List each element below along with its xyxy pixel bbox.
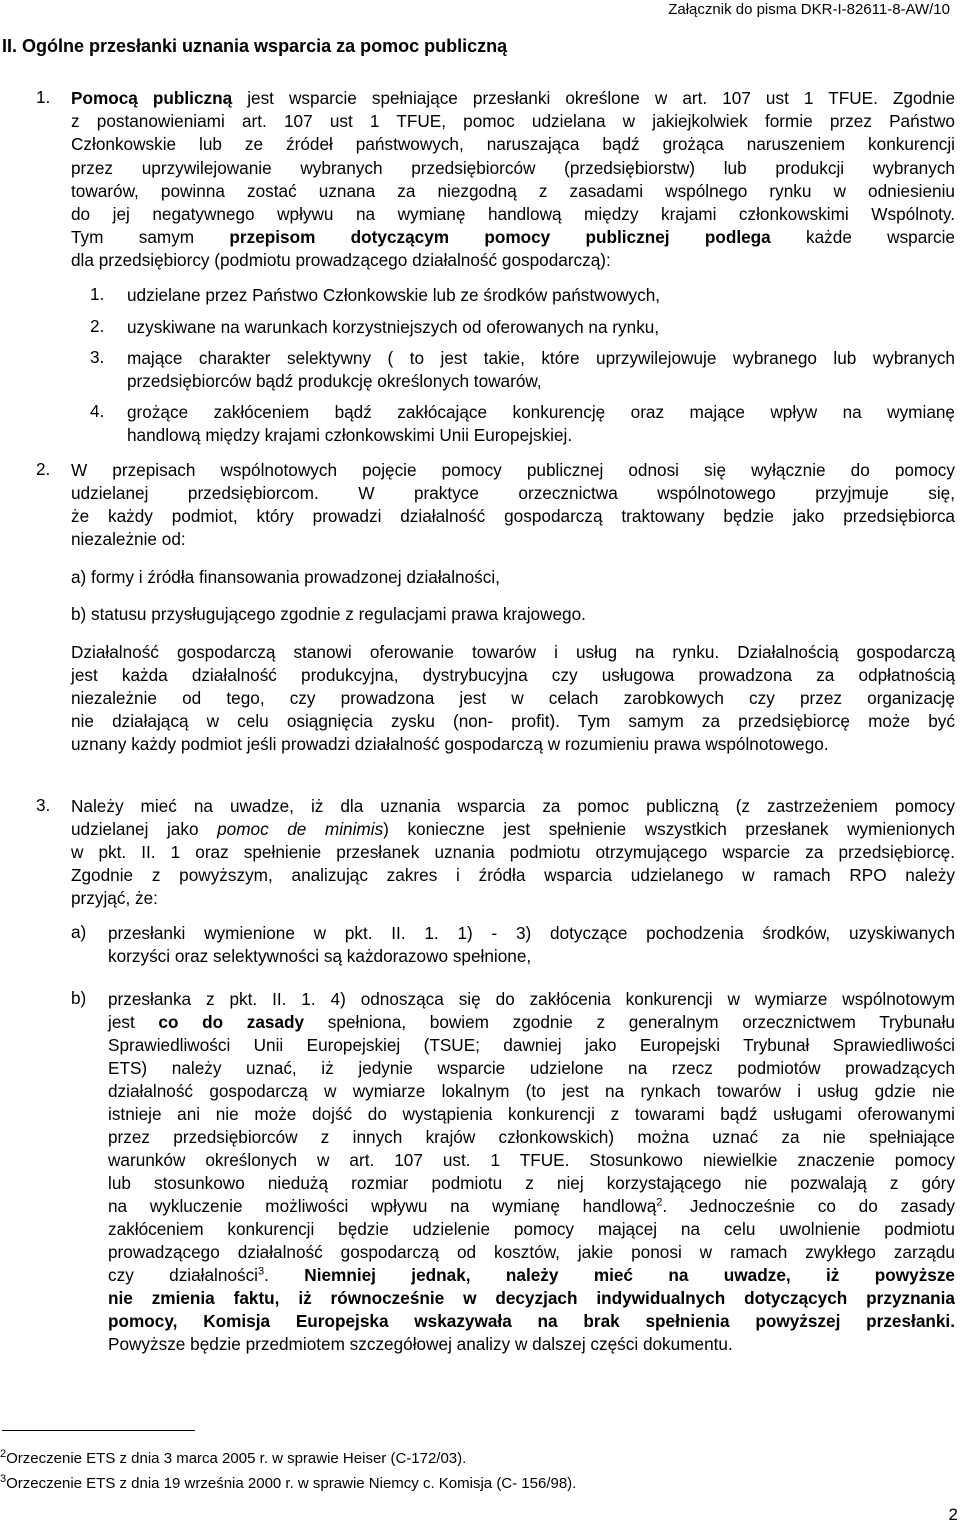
text-line: nie zmienia faktu, iż równocześnie w decyzjach indywidualnych dotyczących przyznania [108, 1288, 955, 1308]
text-line: warunków określonych w art. 107 ust. 1 TFUE. Stosunkowo niewielkie znaczenie pomocy [108, 1150, 955, 1170]
footnote-separator [2, 1430, 195, 1431]
list-item: udzielane przez Państwo Członkowskie lub ze środków państwowych, [127, 285, 661, 305]
text-line: jest co do zasady spełniona, bowiem zgodnie z generalnym orzecznictwem Trybunału [108, 1012, 955, 1032]
text-line: uznany każdy podmiot jeśli prowadzi działalność gospodarczą w rozumieniu prawa wspólnotowego. [71, 734, 829, 754]
bold-phrase: przepisom dotyczącym pomocy publicznej podlega [229, 227, 771, 247]
text-line: niezależnie od tego, czy prowadzona jest w celach zarobkowych czy przez organizację [71, 688, 955, 708]
list-number: 1. [90, 284, 105, 304]
footnote-ref[interactable]: 3 [258, 1265, 265, 1278]
text-line: przesłanka z pkt. II. 1. 4) odnosząca się do zakłócenia konkurencji w wymiarze wspólnotowym [108, 989, 955, 1009]
paragraph-number: 2. [36, 459, 51, 479]
attachment-reference: Załącznik do pisma DKR-I-82611-8-AW/10 [668, 1, 950, 18]
bold-phrase: Niemniej jednak, należy mieć na uwadze, iż powyższe [304, 1265, 955, 1285]
text-line: Pomocą publiczną jest wsparcie spełniające przesłanki określone w art. 107 ust 1 TFUE. Zgodnie [71, 88, 955, 108]
text-line: pomocy, Komisja Europejska wskazywała na brak spełnienia powyższej przesłanki. [108, 1311, 955, 1331]
text-line: czy działalności$^3$. Niemniej jednak, należy mieć na uwadze, iż powyższe [108, 1265, 955, 1285]
text-line: przesłanki wymienione w pkt. II. 1. 1) - 3) dotyczące pochodzenia środków, uzyskiwanych [108, 923, 955, 943]
text-line: dla przedsiębiorcy (podmiotu prowadzącego działalność gospodarczą): [71, 250, 611, 270]
text-line: że każdy podmiot, który prowadzi działalność gospodarczą traktowany będzie jako przedsiębiorca [71, 506, 955, 526]
text-line: udzielanej jako pomoc de minimis) konieczne jest spełnienie wszystkich przesłanek wymienionych [71, 819, 956, 839]
text-line: przez przedsiębiorców z innych krajów członkowskich) można uznać za nie spełniające [108, 1127, 955, 1147]
list-item: grożące zakłóceniem bądź zakłócające konkurencję oraz mające wpływ na wymianę [127, 402, 955, 422]
text-line: udzielanej przedsiębiorcom. W praktyce orzecznictwa wspólnotowego przyjmuje się, [71, 483, 955, 503]
paragraph-number: 3. [36, 795, 51, 815]
sub-item-label: a) [71, 922, 87, 942]
text-line: Członkowskie lub ze źródeł państwowych, naruszająca bądź grożąca naruszeniem konkurencji [71, 134, 955, 154]
text-line: z postanowieniami art. 107 ust 1 TFUE, pomoc udzielana w jakiejkolwiek formie przez Państwo [71, 111, 955, 131]
text-line: istnieje ani nie może dojść do wystąpienia konkurencji z towarami bądź usługami oferowanymi [108, 1104, 955, 1124]
text-line: nie działającą w celu osiągnięcia zysku (non- profit). Tym samym za przedsiębiorcę może być [71, 711, 955, 731]
footnote-number: 2 [0, 1448, 7, 1460]
list-item-continuation: handlową między krajami członkowskimi Unii Europejskiej. [127, 425, 573, 445]
text-line: Powyższe będzie przedmiotem szczegółowej analizy w dalszej części dokumentu. [108, 1334, 733, 1354]
text-line: niezależnie od: [71, 529, 186, 549]
list-item-continuation: przedsiębiorców bądź produkcję określonych towarów, [127, 371, 542, 391]
text-line: Tym samym przepisom dotyczącym pomocy publicznej podlega każde wsparcie [71, 227, 955, 247]
text-line: Zgodnie z powyższym, analizując zakres i źródła wsparcia udzielanego w ramach RPO należy [71, 865, 955, 885]
text-line: prowadzącego działalność gospodarczą od kosztów, jakie ponosi w ramach zwykłego zarządu [108, 1242, 955, 1262]
text-line: korzyści oraz selektywności są każdorazowo spełnione, [108, 946, 532, 966]
text-line: do jej negatywnego wpływu na wymianę handlową między krajami członkowskimi Wspólnoty. [71, 204, 955, 224]
paragraph-number: 1. [36, 87, 51, 107]
text-line: lub stosunkowo niedużą rozmiar podmiotu z niej korzystającego nie pozwalają z góry [108, 1173, 955, 1193]
page-number: 2 [948, 1505, 958, 1524]
text-line: Działalność gospodarczą stanowi oferowanie towarów i usług na rynku. Działalnością gospodarczą [71, 642, 955, 662]
text-line: Sprawiedliwości Unii Europejskiej (TSUE; dawniej jako Europejski Trybunał Sprawiedliwości [108, 1035, 955, 1055]
text-line: przez uprzywilejowanie wybranych przedsiębiorców (przedsiębiorstw) lub produkcji wybranych [71, 158, 955, 178]
text-line: Należy mieć na uwadze, iż dla uznania wsparcia za pomoc publiczną (z zastrzeżeniem pomocy [71, 796, 955, 816]
list-number: 4. [90, 401, 105, 421]
footnote-number: 3 [0, 1473, 7, 1485]
text-line: towarów, powinna zostać uznana za niezgodną z zasadami wspólnego rynku w odniesieniu [71, 181, 955, 201]
section-title: II. Ogólne przesłanki uznania wsparcia za pomoc publiczną [2, 36, 508, 56]
sub-item-label: b) [71, 988, 87, 1008]
text-line: jest każda działalność produkcyjna, dystrybucyjna czy usługowa prowadzona za odpłatnością [71, 665, 955, 685]
bold-term: Pomocą publiczną [71, 88, 233, 108]
footnote: $^3$Orzeczenie ETS z dnia 19 września 2000 r. w sprawie Niemcy c. Komisja (C- 156/98). [0, 1473, 577, 1492]
text-line: W przepisach wspólnotowych pojęcie pomocy publicznej odnosi się wyłącznie do pomocy [71, 460, 955, 480]
text-line: ETS) należy uznać, iż jedynie wsparcie udzielone na rzecz podmiotów prowadzących [108, 1058, 955, 1078]
sub-item-a: a) formy i źródła finansowania prowadzonej działalności, [71, 567, 500, 587]
text-line: zakłóceniem konkurencji będzie udzielenie pomocy mającej na celu uwolnienie podmiotu [108, 1219, 955, 1239]
text-line: na wykluczenie możliwości wpływu na wymianę handlową$^2$. Jednocześnie co do zasady [108, 1196, 955, 1216]
sub-item-b: b) statusu przysługującego zgodnie z regulacjami prawa krajowego. [71, 604, 586, 624]
text-line: w pkt. II. 1 oraz spełnienie przesłanek uznania podmiotu otrzymującego wsparcie za przedsiębiorcę. [71, 842, 955, 862]
bold-phrase: co do zasady [158, 1012, 305, 1032]
list-number: 2. [90, 316, 105, 336]
footnote-ref[interactable]: 2 [656, 1196, 663, 1209]
list-item: mające charakter selektywny ( to jest takie, które uprzywilejowuje wybranego lub wybranych [127, 348, 955, 368]
text-line: działalność gospodarczą w wymiarze lokalnym (to jest na rynkach towarów i usług gdzie nie [108, 1081, 955, 1101]
list-number: 3. [90, 347, 105, 367]
list-item: uzyskiwane na warunkach korzystniejszych od oferowanych na rynku, [127, 317, 660, 337]
footnote: $^2$Orzeczenie ETS z dnia 3 marca 2005 r. w sprawie Heiser (C-172/03). [0, 1448, 467, 1467]
text-line: przyjąć, że: [71, 888, 158, 908]
italic-term: pomoc de minimis [217, 819, 384, 839]
